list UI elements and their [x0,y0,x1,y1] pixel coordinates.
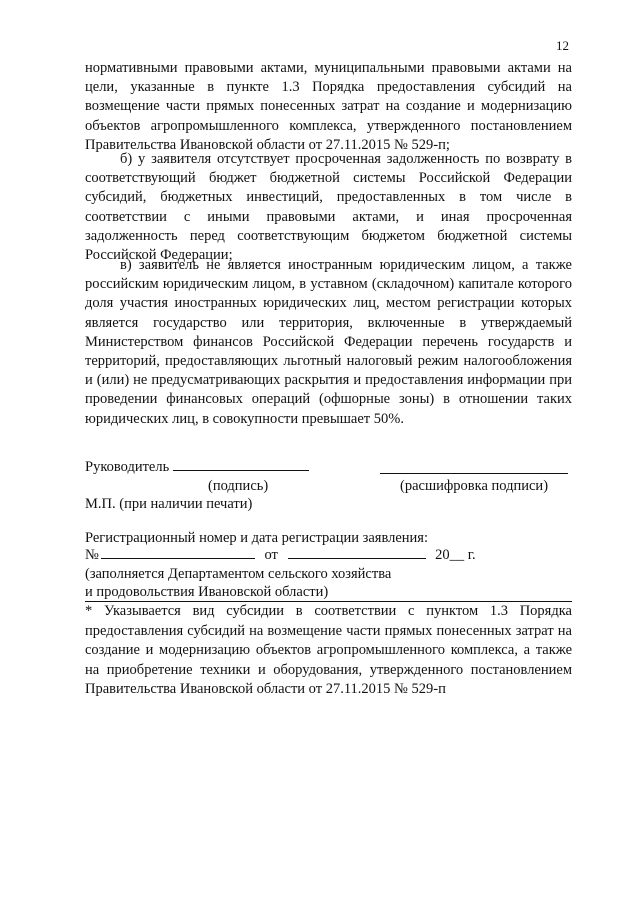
footnote: * Указывается вид субсидии в соответствии с пунктом 1.3 Порядка предоставления субсидий на возмещение части прямых понесенных затрат на создание и модернизацию объектов агропромышленного комплекса, а также на приобретение техники и оборудования, утвержденного постановлением Правительства Ивановской области от 27.11.2015 № 529-п [85,603,572,697]
decoding-caption: (расшифровка подписи) [400,478,549,494]
year-label: 20__ г. [435,547,476,563]
registration-number-line [85,546,476,565]
paragraph-no-overdue-debt: б) у заявителя отсутствует просроченная задолженность по возврату в соответствующий бюджет бюджетной системы Российской Федерации субсидий, бюджетных инвестиций, предоставленных в том числе в соответствии с иными правовыми актами, и иная просроченная задолженность перед соответствующим бюджетом бюджетной системы Российской Федерации; [85,151,572,264]
stamp-label: М.П. (при наличии печати) [85,496,253,512]
paragraph-criteria-continuation: нормативными правовыми актами, муниципальными правовыми актами на цели, указанные в пункте 1.3 Порядка предоставления субсидий на возмещение части прямых понесенных затрат на создание и модернизацию объектов агропромышленного комплекса, утвержденного постановлением Правительства Ивановской области от 27.11.2015 № 529-п; [85,60,572,153]
registration-note-line1: (заполняется Департаментом сельского хозяйства [85,566,392,582]
registration-note-line2: и продовольствия Ивановской области) [85,584,329,600]
number-sign: № [85,547,99,563]
date-blank [288,546,426,559]
head-signature-line [85,458,309,477]
paragraph-not-foreign-entity: в) заявитель не является иностранным юридическим лицом, а также российским юридическим лицом, в уставном (складочном) капитале которого доля участия иностранных юридических лиц, местом регистрации которых является государство или территория, включенные в утверждаемый Министерством финансов Российской Федерации перечень государств и территорий, предоставляющих льготный налоговый режим налогообложения и (или) не предусматривающих раскрытия и предоставления информации при проведении финансовых операций (офшорные зоны) в отношении таких юридических лиц, в совокупности превышает 50%. [85,257,572,427]
from-label: от [264,547,278,563]
signature-blank [173,458,309,471]
signature-caption: (подпись) [208,478,269,494]
registration-heading: Регистрационный номер и дата регистрации заявления: [85,530,428,546]
number-blank [101,546,255,559]
decoding-blank [380,461,568,474]
page-number: 12 [556,38,569,53]
head-label: Руководитель [85,459,170,475]
